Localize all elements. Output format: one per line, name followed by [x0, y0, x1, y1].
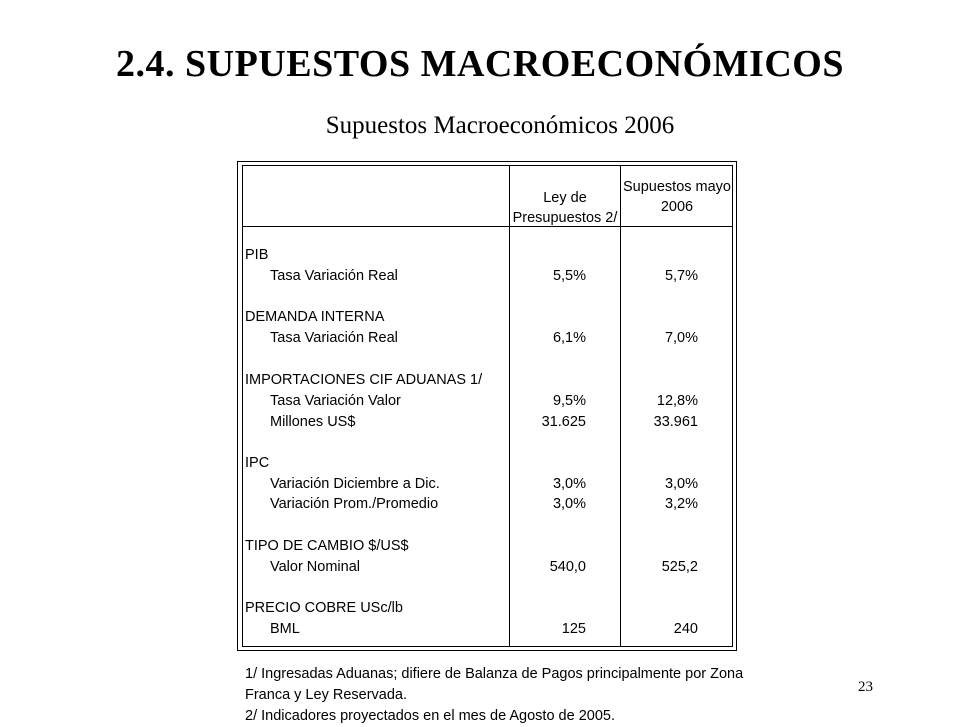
- row-label: Millones US$: [270, 414, 356, 430]
- cell-mayo: 12,8%: [656, 393, 698, 409]
- cell-ley: 5,5%: [552, 268, 586, 284]
- cell-ley: 3,0%: [552, 496, 586, 512]
- footnote-2: 2/ Indicadores proyectados en el mes de Agosto de 2005.: [245, 708, 615, 724]
- section-label-tipo-de-cambio: TIPO DE CAMBIO $/US$: [245, 538, 409, 554]
- table-subtitle: Supuestos Macroeconómicos 2006: [325, 112, 675, 139]
- cell-ley: 31.625: [541, 414, 586, 430]
- footnote-1-line1: 1/ Ingresadas Aduanas; difiere de Balanza de Pagos principalmente por Zona: [245, 666, 744, 682]
- cell-mayo: 3,2%: [664, 496, 698, 512]
- page-title: 2.4. SUPUESTOS MACROECONÓMICOS: [116, 43, 844, 85]
- cell-ley: 3,0%: [552, 476, 586, 492]
- header-ley-presupuestos: [510, 188, 620, 228]
- header-separator: [242, 226, 733, 227]
- row-label: Tasa Variación Real: [270, 268, 398, 284]
- header-ley-line1: Ley de: [543, 190, 587, 206]
- header-mayo-line2: 2006: [660, 199, 694, 215]
- section-label-pib: PIB: [245, 247, 269, 263]
- cell-ley: 9,5%: [552, 393, 586, 409]
- row-label: Variación Diciembre a Dic.: [270, 476, 440, 492]
- header-ley-line2: Presupuestos 2/: [512, 210, 618, 226]
- cell-mayo: 525,2: [661, 559, 698, 575]
- cell-mayo: 3,0%: [664, 476, 698, 492]
- row-label: Tasa Variación Real: [270, 330, 398, 346]
- footnotes: [245, 664, 765, 727]
- section-label-importaciones: IMPORTACIONES CIF ADUANAS 1/: [245, 372, 483, 388]
- header-supuestos-mayo: [621, 177, 733, 217]
- cell-ley: 6,1%: [552, 330, 586, 346]
- cell-ley: 540,0: [549, 559, 586, 575]
- cell-mayo: 5,7%: [664, 268, 698, 284]
- row-label: Tasa Variación Valor: [270, 393, 401, 409]
- section-label-ipc: IPC: [245, 455, 270, 471]
- header-mayo-line1: Supuestos mayo: [622, 179, 731, 195]
- section-label-demanda-interna: DEMANDA INTERNA: [245, 309, 385, 325]
- row-label: BML: [270, 621, 300, 637]
- cell-mayo: 240: [673, 621, 698, 637]
- page-number: 23: [858, 679, 873, 695]
- footnote-1-line2: Franca y Ley Reservada.: [245, 687, 407, 703]
- cell-mayo: 33.961: [653, 414, 698, 430]
- row-label: Valor Nominal: [270, 559, 360, 575]
- cell-ley: 125: [561, 621, 586, 637]
- section-label-precio-cobre: PRECIO COBRE USc/lb: [245, 600, 403, 616]
- cell-mayo: 7,0%: [664, 330, 698, 346]
- row-label: Variación Prom./Promedio: [270, 496, 439, 512]
